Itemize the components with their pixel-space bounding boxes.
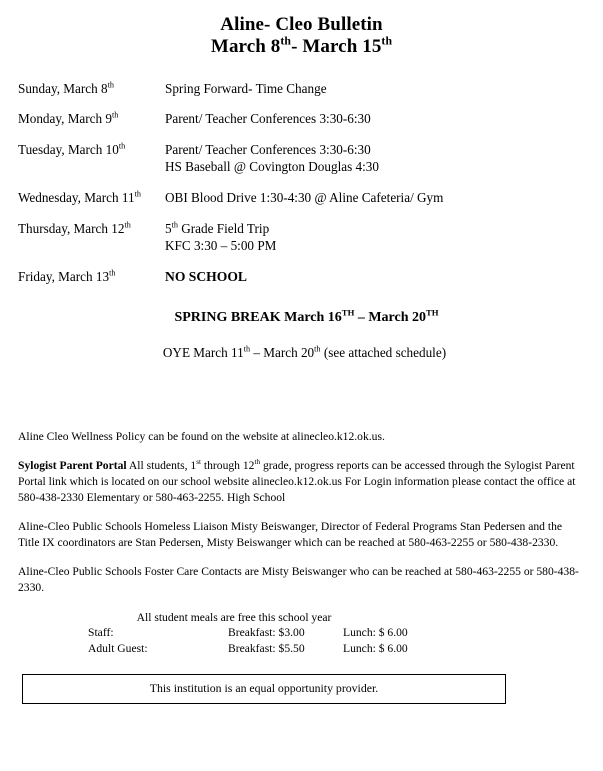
schedule-day-ordinal: th xyxy=(118,141,126,151)
equal-opportunity-box xyxy=(22,674,506,704)
title-ix-paragraph: Aline-Cleo Public Schools Homeless Liaison Misty Beiswanger, Director of Federal Programs Stan Pedersen and the Title IX coordinators are Stan Pedersen, Misty Beiswanger which can be reached at 580-463-2255 or 580-438-2330. xyxy=(18,519,563,549)
schedule-day-label: Wednesday, March 11th xyxy=(18,189,141,205)
schedule-day-label: Tuesday, March 10th xyxy=(18,141,126,157)
document-title xyxy=(18,14,585,59)
schedule-day-label: Sunday, March 8th xyxy=(18,80,114,96)
schedule-events xyxy=(165,220,585,255)
schedule-events xyxy=(165,110,585,128)
spring-break-sup-1: TH xyxy=(341,307,355,318)
oye-sup-1: th xyxy=(243,344,251,354)
schedule-list xyxy=(18,80,585,286)
meal-row-label: Staff: xyxy=(88,626,114,640)
sylogist-portal-paragraph xyxy=(18,458,585,506)
sylogist-part-1: All students, 1 xyxy=(126,458,197,472)
schedule-day-label: Monday, March 9th xyxy=(18,110,119,127)
sylogist-part-3: grade, progress reports can be accessed through the Sylogist Parent Portal link which is located on our school website alinecleo.k12.ok.us For Login information please contact the office at 580-438-2330 Elementary or 580-463-2255. High School xyxy=(18,458,576,504)
title-date-sup-2: th xyxy=(381,35,393,49)
body-paragraphs xyxy=(18,429,585,596)
title-date-middle: - March 15 xyxy=(291,36,382,58)
meal-row-breakfast: Breakfast: $5.50 xyxy=(228,641,305,655)
equal-opportunity-text: This institution is an equal opportunity provider. xyxy=(149,680,379,695)
meal-row-lunch: Lunch: $ 6.00 xyxy=(343,641,408,655)
schedule-row xyxy=(18,110,585,128)
schedule-row xyxy=(18,220,585,255)
spring-break-middle: – March 20 xyxy=(354,309,427,325)
schedule-day-ordinal: th xyxy=(124,220,131,230)
schedule-day-ordinal: th xyxy=(109,268,116,278)
schedule-row xyxy=(18,268,585,286)
meal-row-label: Adult Guest: xyxy=(88,641,148,655)
meal-prices-heading: All student meals are free this school year xyxy=(136,610,332,624)
schedule-events xyxy=(165,80,585,98)
oye-middle: – March 20 xyxy=(250,344,315,360)
schedule-day-label: Thursday, March 12th xyxy=(18,220,131,236)
spring-break-prefix: SPRING BREAK March 16 xyxy=(174,309,342,325)
sylogist-portal-label: Sylogist Parent Portal xyxy=(18,458,127,472)
meal-price-row xyxy=(18,625,585,641)
meal-row-breakfast: Breakfast: $3.00 xyxy=(228,626,305,640)
schedule-event: OBI Blood Drive 1:30-4:30 @ Aline Cafeteria/ Gym xyxy=(165,190,444,205)
oye-sup-2: th xyxy=(314,344,321,354)
foster-care-paragraph: Aline-Cleo Public Schools Foster Care Contacts are Misty Beiswanger who can be reached at 580-463-2255 or 580-438-2330. xyxy=(18,564,579,594)
schedule-row xyxy=(18,189,585,207)
schedule-events xyxy=(165,141,585,176)
schedule-day-ordinal: th xyxy=(134,189,141,199)
title-line-2 xyxy=(18,36,585,58)
oye-suffix: (see attached schedule) xyxy=(320,344,447,360)
sylogist-sup-2: th xyxy=(254,457,261,466)
meal-price-row xyxy=(18,641,585,657)
schedule-row xyxy=(18,80,585,98)
schedule-day-ordinal: th xyxy=(107,80,114,90)
meal-prices-rows xyxy=(18,625,585,656)
spring-break-notice xyxy=(18,307,585,326)
schedule-row xyxy=(18,141,585,176)
schedule-event: 5th Grade Field Trip xyxy=(165,220,270,236)
title-line-1: Aline- Cleo Bulletin xyxy=(220,14,383,35)
oye-notice xyxy=(18,345,585,361)
schedule-day-ordinal: th xyxy=(112,110,119,120)
meal-prices-table xyxy=(18,610,585,657)
schedule-events xyxy=(165,268,585,286)
schedule-event-ordinal: th xyxy=(171,220,178,230)
sylogist-part-2: through 12 xyxy=(201,458,255,472)
title-date-prefix: March 8 xyxy=(210,36,281,58)
schedule-event: Parent/ Teacher Conferences 3:30-6:30 xyxy=(165,141,371,157)
schedule-event: HS Baseball @ Covington Douglas 4:30 xyxy=(165,159,379,175)
schedule-day-label: Friday, March 13th xyxy=(18,268,116,284)
schedule-event: Spring Forward- Time Change xyxy=(165,80,327,96)
oye-prefix: OYE March 11 xyxy=(162,344,244,360)
sylogist-sup-1: st xyxy=(196,457,201,466)
spring-break-sup-2: TH xyxy=(426,307,439,318)
meal-row-lunch: Lunch: $ 6.00 xyxy=(343,626,408,640)
schedule-events xyxy=(165,189,585,207)
schedule-event: KFC 3:30 – 5:00 PM xyxy=(165,238,277,254)
schedule-event: NO SCHOOL xyxy=(165,268,247,284)
schedule-event: Parent/ Teacher Conferences 3:30-6:30 xyxy=(165,111,371,127)
title-date-sup-1: th xyxy=(280,35,292,49)
wellness-policy-paragraph: Aline Cleo Wellness Policy can be found on the website at alinecleo.k12.ok.us. xyxy=(18,429,385,443)
